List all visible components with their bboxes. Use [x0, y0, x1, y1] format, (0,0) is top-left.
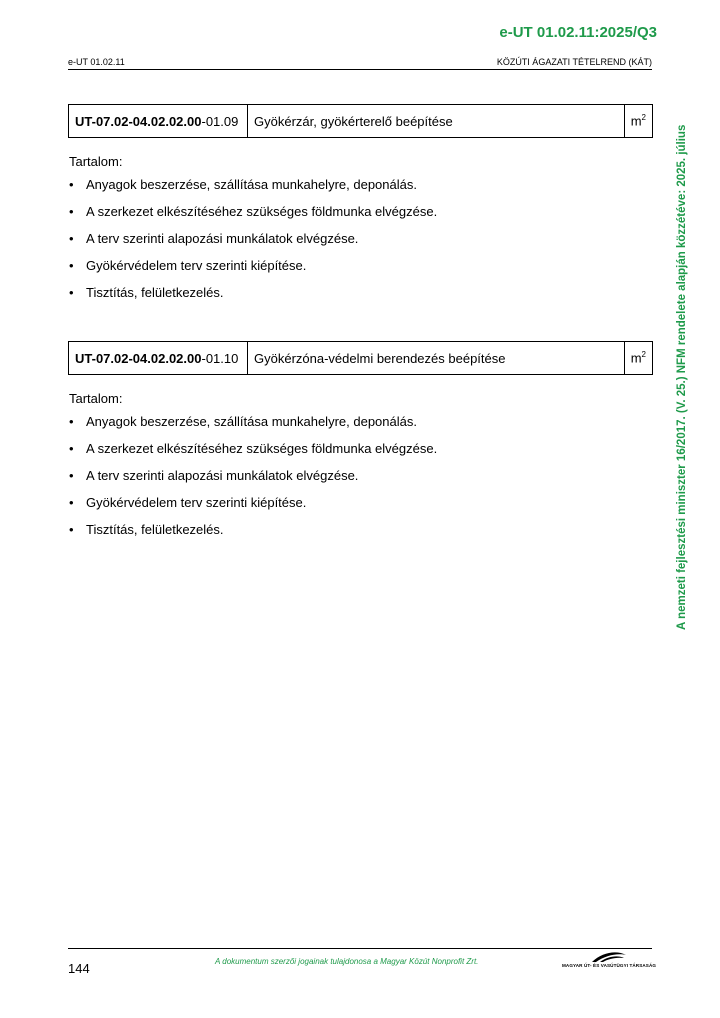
- item-unit: [624, 105, 652, 138]
- step-list: [68, 177, 653, 312]
- bullet-icon: •: [69, 522, 74, 537]
- step-text: Tisztítás, felületkezelés.: [86, 522, 224, 537]
- logo-swoosh-icon: [562, 950, 654, 964]
- unit-base: m: [630, 350, 642, 366]
- item-block-0110: [68, 341, 653, 549]
- item-code: [69, 105, 248, 138]
- header-left: e-UT 01.02.11: [68, 57, 125, 67]
- step-text: Anyagok beszerzése, szállítása munkahelyre, deponálás.: [86, 414, 417, 429]
- header-right: KÖZÚTI ÁGAZATI TÉTELREND (KÁT): [496, 57, 652, 67]
- content-label: Tartalom:: [69, 391, 123, 406]
- company-logo: [562, 950, 657, 972]
- bullet-icon: •: [69, 285, 74, 300]
- bullet-icon: •: [69, 414, 74, 429]
- item-code-main: UT-07.02-04.02.02.00: [75, 113, 202, 129]
- item-block-0109: [68, 104, 653, 312]
- step-text: A terv szerinti alapozási munkálatok elvégzése.: [86, 231, 359, 246]
- step-text: Gyökérvédelem terv szerinti kiépítése.: [86, 258, 307, 273]
- bullet-icon: •: [69, 468, 74, 483]
- item-table: [68, 341, 653, 375]
- step-list: [68, 414, 653, 549]
- bullet-icon: •: [69, 495, 74, 510]
- step-text: A szerkezet elkészítéséhez szükséges földmunka elvégzése.: [86, 204, 438, 219]
- list-item: [68, 204, 653, 231]
- document-id: e-UT 01.02.11:2025/Q3: [499, 24, 657, 41]
- item-name: Gyökérzár, gyökérterelő beépítése: [248, 105, 625, 138]
- list-item: [68, 231, 653, 258]
- list-item: [68, 258, 653, 285]
- list-item: [68, 441, 653, 468]
- bullet-icon: •: [69, 441, 74, 456]
- item-row: [69, 342, 653, 375]
- bullet-icon: •: [69, 231, 74, 246]
- item-code-suffix: -01.09: [201, 113, 239, 129]
- publication-note: A nemzeti fejlesztési miniszter 16/2017. (V. 25.) NFM rendelete alapján közzétéve: 2025. július: [676, 124, 688, 630]
- item-code-suffix: -01.10: [201, 350, 239, 366]
- list-item: [68, 414, 653, 441]
- step-text: Gyökérvédelem terv szerinti kiépítése.: [86, 495, 307, 510]
- list-item: [68, 285, 653, 312]
- bullet-icon: •: [69, 258, 74, 273]
- unit-base: m: [630, 113, 642, 129]
- step-text: Anyagok beszerzése, szállítása munkahelyre, deponálás.: [86, 177, 417, 192]
- unit-exponent: 2: [641, 113, 646, 123]
- item-row: [69, 105, 653, 138]
- logo-text: MAGYAR ÚT- ÉS VASÚTÜGYI TÁRSASÁG: [562, 963, 657, 968]
- item-name: Gyökérzóna-védelmi berendezés beépítése: [248, 342, 625, 375]
- item-unit: [624, 342, 652, 375]
- item-table: [68, 104, 653, 138]
- list-item: [68, 495, 653, 522]
- content-label: Tartalom:: [69, 154, 123, 169]
- list-item: [68, 468, 653, 495]
- list-item: [68, 522, 653, 549]
- step-text: A terv szerinti alapozási munkálatok elvégzése.: [86, 468, 359, 483]
- page-number: 144: [68, 961, 90, 976]
- list-item: [68, 177, 653, 204]
- item-code: [69, 342, 248, 375]
- item-code-main: UT-07.02-04.02.02.00: [75, 350, 202, 366]
- running-header: [68, 57, 652, 70]
- bullet-icon: •: [69, 177, 74, 192]
- step-text: A szerkezet elkészítéséhez szükséges földmunka elvégzése.: [86, 441, 438, 456]
- unit-exponent: 2: [641, 350, 646, 360]
- step-text: Tisztítás, felületkezelés.: [86, 285, 224, 300]
- footer-divider: [68, 948, 652, 949]
- bullet-icon: •: [69, 204, 74, 219]
- copyright-notice: A dokumentum szerzői jogainak tulajdonosa a Magyar Közút Nonprofit Zrt.: [215, 957, 479, 966]
